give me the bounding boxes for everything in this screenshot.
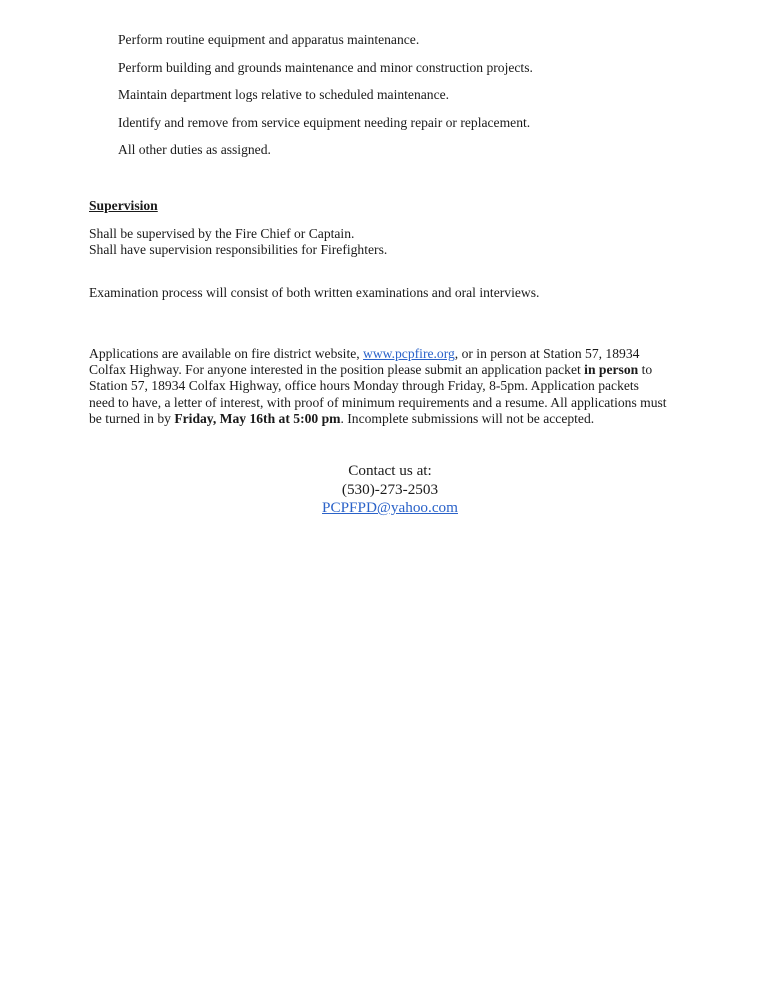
applications-text: to bbox=[638, 362, 653, 378]
supervision-line: Shall have supervision responsibilities for Firefighters. bbox=[89, 242, 388, 257]
in-person-emphasis: in person bbox=[584, 362, 639, 378]
applications-text: be turned in by bbox=[89, 410, 175, 426]
examination-text: Examination process will consist of both written examinations and oral interviews. bbox=[89, 285, 540, 300]
supervision-heading: Supervision bbox=[89, 198, 158, 213]
applications-line-5 bbox=[89, 411, 701, 427]
supervision-text bbox=[89, 226, 387, 258]
applications-line-4: need to have, a letter of interest, with proof of minimum requirements and a resume. All applications must bbox=[89, 394, 667, 410]
supervision-line: Shall be supervised by the Fire Chief or Captain. bbox=[89, 226, 355, 241]
applications-text: Applications are available on fire district website, bbox=[89, 346, 364, 361]
applications-line-2 bbox=[89, 362, 701, 378]
contact-block bbox=[290, 462, 490, 518]
duty-item: Perform routine equipment and apparatus maintenance. bbox=[118, 32, 420, 47]
applications-text: Colfax Highway. For anyone interested in the position please submit an application packet bbox=[89, 362, 585, 378]
website-link[interactable]: www.pcpfire.org bbox=[363, 346, 455, 361]
duty-item: Identify and remove from service equipment needing repair or replacement. bbox=[118, 114, 531, 130]
duties-list bbox=[118, 31, 533, 169]
applications-paragraph bbox=[89, 346, 701, 427]
applications-text: , or in person at Station 57, 18934 bbox=[454, 346, 640, 361]
deadline-emphasis: Friday, May 16th at 5:00 pm bbox=[174, 410, 341, 426]
applications-line-1 bbox=[89, 346, 701, 362]
duty-item: All other duties as assigned. bbox=[118, 142, 271, 157]
applications-text: . Incomplete submissions will not be accepted. bbox=[340, 410, 595, 426]
contact-phone: (530)-273-2503 bbox=[341, 480, 439, 498]
contact-email-link[interactable]: PCPFPD@yahoo.com bbox=[322, 499, 458, 516]
duty-item: Maintain department logs relative to scheduled maintenance. bbox=[118, 87, 450, 102]
applications-line-3: Station 57, 18934 Colfax Highway, office hours Monday through Friday, 8-5pm. Application packets bbox=[89, 378, 639, 394]
contact-heading: Contact us at: bbox=[348, 462, 432, 479]
duty-item: Perform building and grounds maintenance and minor construction projects. bbox=[118, 59, 533, 75]
